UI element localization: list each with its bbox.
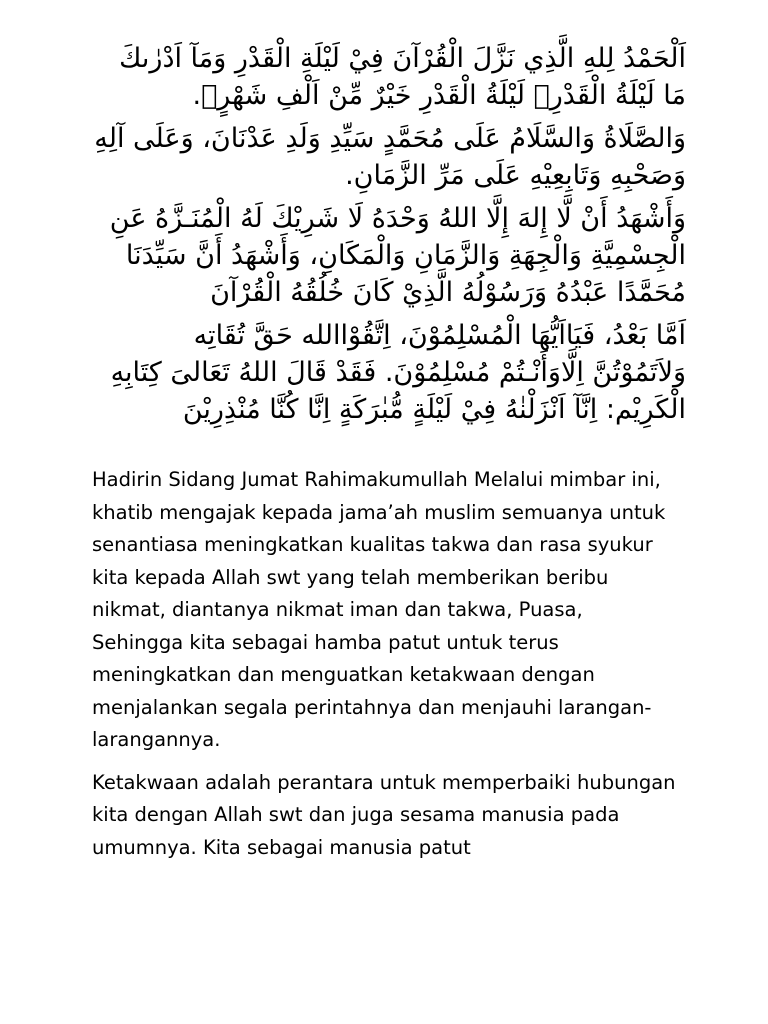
body-paragraph: Hadirin Sidang Jumat Rahimakumullah Melalui mimbar ini, khatib mengajak kepada jama’ah muslim semuanya untuk senantiasa meningkatkan kualitas takwa dan rasa syukur kita kepada Allah swt yang telah memberikan beribu nikmat, diantanya nikmat iman dan takwa, Puasa, Sehingga kita sebagai hamba patut untuk terus meningkatkan dan menguatkan ketakwaan dengan menjalankan segala perintahnya dan menjauhi larangan-larangannya. xyxy=(92,468,666,751)
arabic-opening xyxy=(92,40,686,428)
sermon-body xyxy=(92,464,676,864)
arabic-syahadat: وَأَشْهَدُ أَنْ لَّا إِلهَ إِلَّا اللهُ وَحْدَهُ لَا شَرِيْكَ لَهُ الْمُنَـزَّهُ عَنِ الْجِسْمِيَّةِ وَالْجِهَةِ وَالزَّمَانِ وَالْمَكَانِ، وَأَشْهَدُ أَنَّ سَيِّدَنَا مُحَمَّدًا عَبْدُهُ وَرَسُوْلُهُ الَّذِيْ كَانَ خُلُقُهُ الْقُرْآنَ xyxy=(109,203,686,308)
arabic-amma-badu: اَمَّا بَعْدُ، فَيَااَيُّهَا الْمُسْلِمُوْنَ، اِتَّقُوْاالله حَقَّ تُقَاتِه وَلاَتَمُوْتُنَّ اِلَّاوَأَنْـتُمْ مُسْلِمُوْنَ. فَقَدْ قَالَ اللهُ تَعَالىَ كِتَابِهِ الْكَرِيْم: اِنَّآ اَنْزَلْنٰهُ فِيْ لَيْلَةٍ مُّبٰرَكَةٍ اِنَّا كُنَّا مُنْذِرِيْنَ xyxy=(110,320,686,425)
arabic-hamdalah: اَلْحَمْدُ لِلهِ الَّذِي نَزَّلَ الْقُرْآنَ فِيْ لَيْلَةِ الْقَدْرِ وَمَآ اَدْرٰىكَ مَا لَيْلَةُ الْقَدْرِۗ لَيْلَةُ الْقَدْرِ خَيْرٌ مِّنْ اَلْفِ شَهْرٍۗ. xyxy=(119,43,686,111)
body-paragraph: Ketakwaan adalah perantara untuk memperbaiki hubungan kita dengan Allah swt dan juga sesama manusia pada umumnya. Kita sebagai manusia patut xyxy=(92,770,676,859)
arabic-shalawat: وَالصَّلَاةُ وَالسَّلَامُ عَلَى مُحَمَّدٍ سَيِّدِ وَلَدِ عَدْنَانَ، وَعَلَى آلِهِ وَصَحْبِهِ وَتَابِعِيْهِ عَلَى مَرِّ الزَّمَانِ. xyxy=(94,123,686,191)
